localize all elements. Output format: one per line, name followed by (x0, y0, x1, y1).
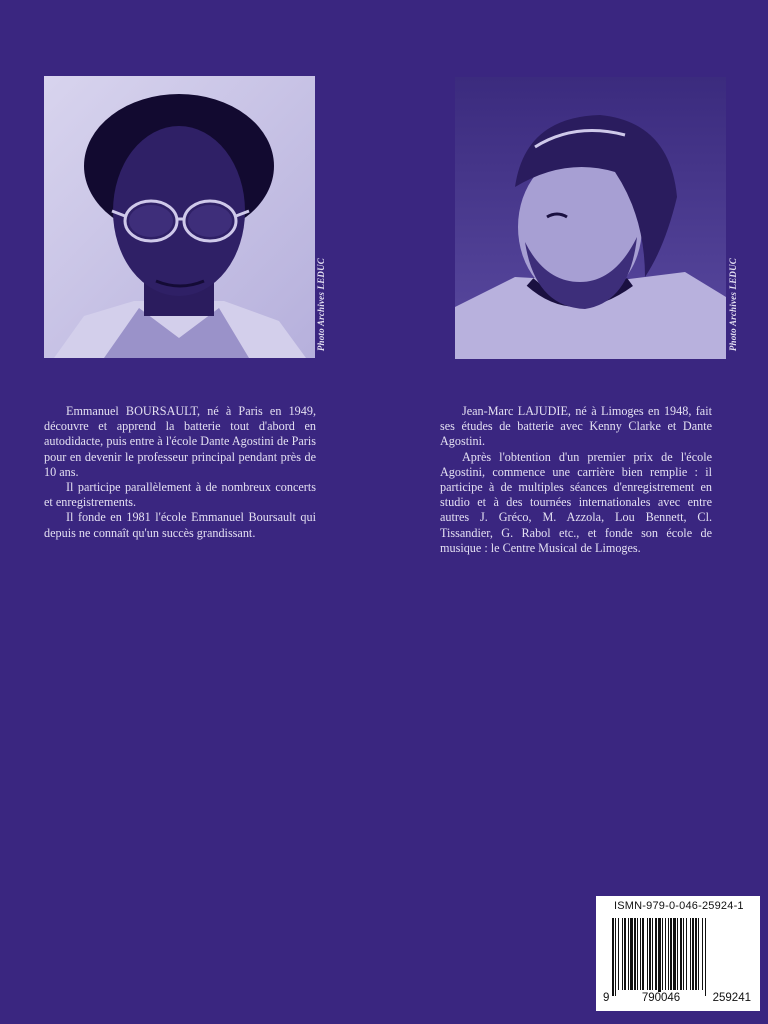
barcode-digit-group-2: 259241 (712, 992, 751, 1004)
barcode-bar (615, 918, 616, 996)
biography-emmanuel-boursault (44, 404, 316, 541)
barcode-bar (658, 918, 661, 996)
barcode-bar (642, 918, 644, 990)
barcode-digit-first: 9 (603, 992, 610, 1004)
barcode-bar (649, 918, 651, 990)
photo-emmanuel-boursault (44, 76, 315, 358)
biography-jean-marc-lajudie (440, 404, 712, 556)
barcode-bar (698, 918, 699, 990)
barcode-bar (634, 918, 636, 990)
barcode-bar (705, 918, 706, 996)
barcode-icon (602, 918, 754, 998)
barcode-bar (647, 918, 648, 990)
barcode-bar (622, 918, 623, 990)
barcode-bar (630, 918, 633, 990)
bio-left-paragraph: Emmanuel BOURSAULT, né à Paris en 1949, découvre et apprend la batterie tout d'abord en autodidacte, puis entre à l'école Dante Agostini de Paris pour en devenir le professeur principal pendant près de 10 ans. (44, 404, 316, 479)
barcode-bar (670, 918, 672, 990)
barcode-bar (655, 918, 657, 990)
barcode-bar (628, 918, 629, 990)
barcode-bar (692, 918, 694, 990)
portrait-right-image (455, 77, 726, 359)
barcode-bar (702, 918, 703, 990)
photo-credit-left: Photo Archives LEDUC (316, 258, 326, 352)
barcode-bar (652, 918, 653, 990)
bio-left-paragraph: Il fonde en 1981 l'école Emmanuel Boursault qui depuis ne connaît qu'un succès grandissant. (44, 510, 316, 540)
barcode-bar (665, 918, 666, 990)
barcode-digits (602, 992, 752, 1004)
portrait-left-image (44, 76, 315, 358)
photo-jean-marc-lajudie (455, 77, 726, 359)
barcode-bar (662, 918, 663, 990)
barcode-bar (673, 918, 676, 990)
barcode-bar (668, 918, 669, 990)
bio-right-paragraph: Après l'obtention d'un premier prix de l'école Agostini, commence une carrière bien remplie : il participe à de multiples séances d'enregistrement en studio et à des tournées internationales avec entre autres J. Gréco, M. Azzola, Lou Bennett, Cl. Tissandier, G. Rabol etc., et fonde son école de musique : le Centre Musical de Limoges. (440, 449, 712, 555)
barcode-bar (677, 918, 678, 990)
photo-credit-right: Photo Archives LEDUC (728, 258, 738, 352)
barcode-bar (640, 918, 641, 990)
barcode-bar (618, 918, 619, 990)
barcode-bar (695, 918, 697, 990)
ismn-number: ISMN-979-0-046-25924-1 (614, 900, 744, 912)
barcode-label (596, 896, 760, 1011)
barcode-bar (637, 918, 638, 990)
barcode-bar (612, 918, 614, 996)
barcode-bar (686, 918, 687, 990)
barcode-bar (690, 918, 691, 990)
barcode-bar (624, 918, 626, 990)
bio-right-paragraph: Jean-Marc LAJUDIE, né à Limoges en 1948, fait ses études de batterie avec Kenny Clarke et Dante Agostini. (440, 404, 712, 449)
barcode-bar (680, 918, 682, 990)
barcode-bar (683, 918, 684, 990)
barcode-digit-group-1: 790046 (641, 992, 681, 1004)
bio-left-paragraph: Il participe parallèlement à de nombreux concerts et enregistrements. (44, 480, 316, 510)
